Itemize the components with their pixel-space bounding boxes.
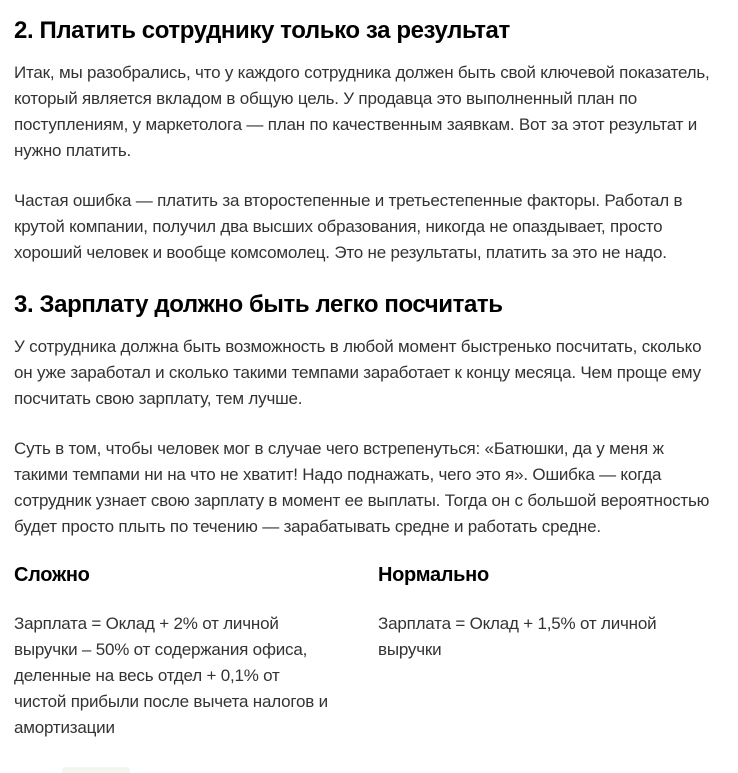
paragraph: Суть в том, чтобы человек мог в случае чего встрепенуться: «Батюшки, да у меня ж такими темпами ни на что не хватит! Надо поднажать, чего это я». Ошибка — когда сотрудник узнает свою зарплату в момент ее выплаты. Тогда он с большой вероятностью будет просто плыть по течению — зарабатывать средне и работать средне. <box>14 439 710 536</box>
comparison-column-title: Нормально <box>378 564 489 586</box>
salary-comparison <box>14 564 724 741</box>
cutoff-partial-element <box>62 767 130 773</box>
comparison-column-slozhno <box>14 564 360 741</box>
comparison-column-normalno <box>378 564 724 741</box>
paragraph: Итак, мы разобрались, что у каждого сотрудника должен быть свой ключевой показатель, который является вкладом в общую цель. У продавца это выполненный план по поступлениям, у маркетолога — план по качественным заявкам. Вот за этот результат и нужно платить. <box>14 63 710 160</box>
section-heading-3: 3. Зарплату должно быть легко посчитать <box>14 291 503 318</box>
comparison-column-text: Зарплата = Оклад + 1,5% от личной выручки <box>378 614 657 659</box>
paragraph: У сотрудника должна быть возможность в любой момент быстренько посчитать, сколько он уже заработал и сколько такими темпами заработает к концу месяца. Чем проще ему посчитать свою зарплату, тем лучше. <box>14 337 702 408</box>
paragraph: Частая ошибка — платить за второстепенные и третьестепенные факторы. Работал в крутой компании, получил два высших образования, никогда не опаздывает, просто хороший человек и вообще комсомолец. Это не результаты, платить за это не надо. <box>14 191 683 262</box>
comparison-column-text: Зарплата = Оклад + 2% от личной выручки – 50% от содержания офиса, деленные на весь отдел + 0,1% от чистой прибыли после вычета налогов и амортизации <box>14 614 328 737</box>
section-heading-2: 2. Платить сотруднику только за результат <box>14 17 510 44</box>
comparison-column-title: Сложно <box>14 564 90 586</box>
